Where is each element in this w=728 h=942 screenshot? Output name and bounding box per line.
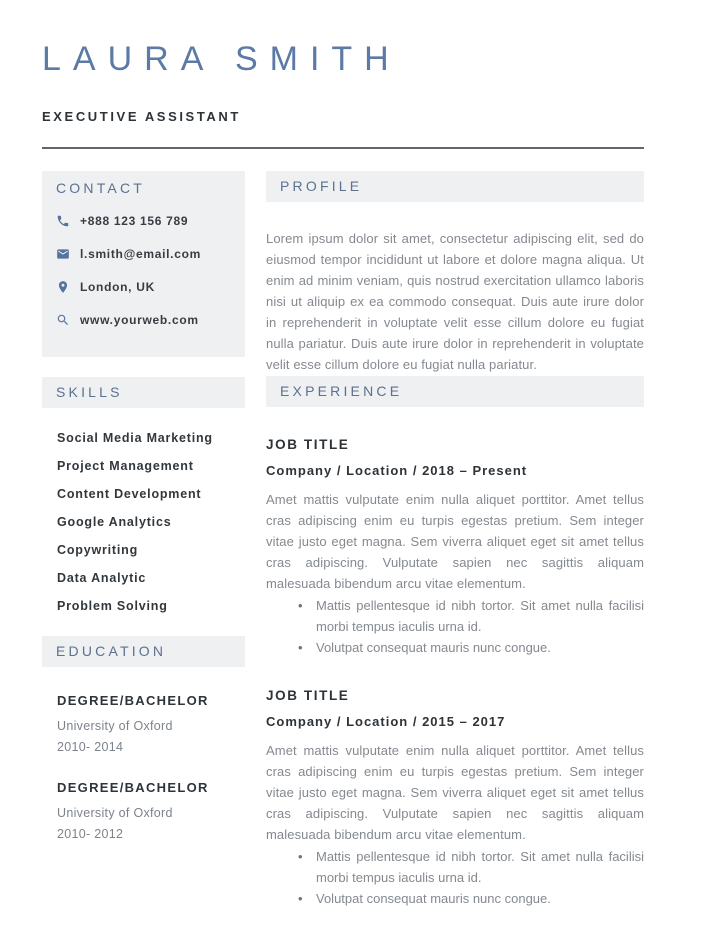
- contact-location-text: London, UK: [80, 280, 155, 294]
- skill-item: Content Development: [57, 487, 202, 501]
- experience-section: [266, 376, 644, 909]
- education-dates: 2010- 2014: [57, 740, 124, 754]
- web-icon: [56, 313, 70, 327]
- contact-list: [56, 213, 231, 328]
- resume-header: [42, 40, 644, 149]
- skill-item: Copywriting: [57, 543, 139, 557]
- education-school: University of Oxford: [57, 806, 173, 820]
- contact-item-phone: [56, 213, 231, 229]
- person-name: LAURA SMITH: [42, 40, 401, 78]
- job-bullet: • Volutpat consequat mauris nunc congue.: [298, 888, 644, 909]
- job-meta: Company / Location / 2018 – Present: [266, 463, 528, 478]
- contact-item-email: [56, 246, 231, 262]
- job-bullet: • Mattis pellentesque id nibh tortor. Sit amet nulla facilisi morbi tempus iaculis urna id.: [298, 595, 644, 637]
- education-heading: EDUCATION: [42, 636, 245, 667]
- job-bullet-list: [266, 846, 644, 909]
- skill-item: Social Media Marketing: [57, 431, 213, 445]
- education-dates: 2010- 2012: [57, 827, 124, 841]
- profile-section: [266, 171, 644, 376]
- contact-phone-text: +888 123 156 789: [80, 214, 189, 228]
- job-description: Amet mattis vulputate enim nulla aliquet porttitor. Amet tellus cras adipiscing enim eu turpis egestas pretium. Sem integer vitae justo eget magna. Sem viverra aliquet eget sit amet tellus cras adipiscing. Vulputate sapien nec sagittis aliquam malesuada bibendum arcu vitae elementum.: [266, 743, 644, 842]
- education-entry: [42, 780, 245, 841]
- phone-icon: [56, 214, 70, 228]
- contact-section: [42, 171, 245, 357]
- email-icon: [56, 247, 70, 261]
- education-degree: DEGREE/BACHELOR: [57, 780, 209, 795]
- job-bullet-list: [266, 595, 644, 658]
- profile-text: Lorem ipsum dolor sit amet, consectetur adipiscing elit, sed do eiusmod tempor incididunt ut labore et dolore magna aliqua. Ut enim ad minim veniam, quis nostrud exercitation ullamco laboris nisi ut aliquip ex ea commodo consequat. Duis aute irure dolor in reprehenderit in voluptate velit esse cillum dolore eu fugiat nulla pariatur. Duis aute irure dolor in reprehenderit in voluptate velit esse cillum dolore eu fugiat nulla pariatur.: [266, 231, 644, 372]
- job-entry: [266, 437, 644, 658]
- skill-item: Data Analytic: [57, 571, 147, 585]
- left-column: [42, 171, 245, 841]
- header-divider: [42, 147, 644, 149]
- contact-email-text: l.smith@email.com: [80, 247, 201, 261]
- job-entry: [266, 688, 644, 909]
- job-title: JOB TITLE: [266, 688, 350, 703]
- job-bullet: • Volutpat consequat mauris nunc congue.: [298, 637, 644, 658]
- contact-website-text: www.yourweb.com: [80, 313, 199, 327]
- skills-list: [42, 431, 245, 614]
- job-bullet: • Mattis pellentesque id nibh tortor. Sit amet nulla facilisi morbi tempus iaculis urna id.: [298, 846, 644, 888]
- skills-section: [42, 377, 245, 614]
- education-entry: [42, 693, 245, 754]
- skill-item: Problem Solving: [57, 599, 168, 613]
- job-meta: Company / Location / 2015 – 2017: [266, 714, 506, 729]
- right-column: [266, 171, 644, 909]
- job-role: EXECUTIVE ASSISTANT: [42, 109, 241, 124]
- education-section: [42, 636, 245, 841]
- skill-item: Project Management: [57, 459, 194, 473]
- education-school: University of Oxford: [57, 719, 173, 733]
- skills-heading: SKILLS: [42, 377, 245, 408]
- job-description: Amet mattis vulputate enim nulla aliquet porttitor. Amet tellus cras adipiscing enim eu turpis egestas pretium. Sem integer vitae justo eget magna. Sem viverra aliquet eget sit amet tellus cras adipiscing. Vulputate sapien nec sagittis aliquam malesuada bibendum arcu vitae elementum.: [266, 492, 644, 591]
- experience-heading: EXPERIENCE: [266, 376, 644, 407]
- contact-item-website: [56, 312, 231, 328]
- profile-heading: PROFILE: [266, 171, 644, 202]
- job-title: JOB TITLE: [266, 437, 350, 452]
- contact-heading: CONTACT: [56, 180, 146, 196]
- location-icon: [56, 280, 70, 294]
- education-degree: DEGREE/BACHELOR: [57, 693, 209, 708]
- resume-columns: [42, 171, 644, 909]
- skill-item: Google Analytics: [57, 515, 172, 529]
- contact-item-location: [56, 279, 231, 295]
